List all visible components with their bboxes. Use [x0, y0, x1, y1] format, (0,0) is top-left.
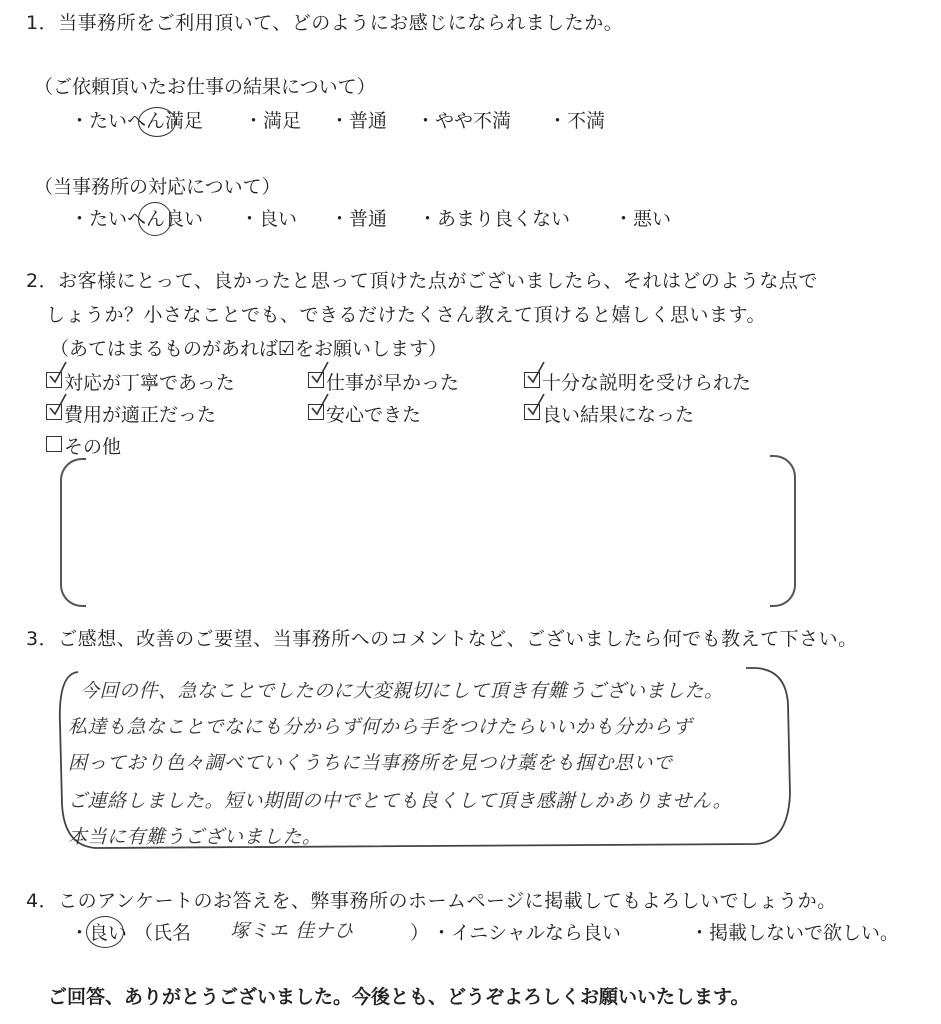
q1-result-option-2[interactable]: ・満足	[244, 110, 302, 132]
other-textarea[interactable]	[86, 462, 766, 598]
q2-title-line2: しょうか？小さなことでも、できるだけたくさん教えて頂けると嬉しく思います。	[46, 304, 766, 326]
checkbox-label: 費用が適正だった	[64, 404, 217, 426]
q2-instruction: （あてはまるものがあれば☑をお願いします）	[50, 338, 448, 360]
checkbox-polite-response[interactable]	[46, 368, 256, 398]
closing-message: ご回答、ありがとうございました。今後とも、どうぞよろしくお願いいたします。	[48, 986, 750, 1008]
q4-option-no[interactable]: ・掲載しないで欲しい。	[690, 922, 900, 944]
q1-result-heading: （ご依頼頂いたお仕事の結果について）	[34, 76, 376, 98]
q2-title-line1: 2．お客様にとって、良かったと思って頂けた点がございましたら、それはどのような点で	[26, 270, 818, 292]
comment-line-2: 私達も急なことでなにも分からず何から手をつけたらいいかも分からず	[68, 716, 693, 738]
checkbox-label: 仕事が早かった	[326, 372, 460, 394]
q4-title: 4．このアンケートのお答えを、弊事務所のホームページに掲載してもよろしいでしょうか。	[26, 890, 837, 912]
q1-response-option-4[interactable]: ・あまり良くない	[418, 208, 571, 230]
selection-circle-mark	[138, 107, 176, 137]
q4-name-close: ）	[410, 922, 430, 944]
comment-line-3: 困っており色々調べていくうちに当事務所を見つけ藁をも掴む思いで	[68, 752, 673, 774]
comment-line-1: 今回の件、急なことでしたのに大変親切にして頂き有難うございました。	[80, 680, 724, 702]
checkbox-label: 十分な説明を受けられた	[542, 372, 752, 394]
q4-name-value[interactable]: 塚ミエ 佳ナひ	[230, 920, 354, 942]
selection-circle-mark	[86, 916, 124, 948]
q1-result-option-3[interactable]: ・普通	[330, 110, 388, 132]
comment-line-5: 本当に有難うございました。	[68, 826, 322, 848]
q1-response-option-1[interactable]: ・たいへん良い	[70, 208, 204, 230]
checkbox-box[interactable]	[46, 436, 62, 452]
checkbox-label: その他	[64, 436, 122, 458]
q1-result-option-5[interactable]: ・不満	[548, 110, 606, 132]
q1-response-heading: （当事務所の対応について）	[34, 176, 281, 198]
q1-title: 1．当事務所をご利用頂いて、どのようにお感じになられましたか。	[26, 12, 624, 34]
q4-option-yes[interactable]: ・良い	[70, 922, 128, 944]
q1-result-option-4[interactable]: ・やや不満	[416, 110, 512, 132]
checkbox-label: 安心できた	[326, 404, 422, 426]
q3-title: 3．ご感想、改善のご要望、当事務所へのコメントなど、ございましたら何でも教えて下さい。	[26, 628, 858, 650]
comment-line-4: ご連絡しました。短い期間の中でとても良くして頂き感謝しかありません。	[68, 790, 733, 812]
q4-name-open: （氏名	[134, 922, 192, 944]
checkbox-fair-fee[interactable]	[46, 400, 256, 430]
selection-circle-mark	[138, 202, 172, 236]
q1-response-option-2[interactable]: ・良い	[240, 208, 298, 230]
checkbox-good-result[interactable]	[524, 400, 784, 430]
checkbox-sufficient-explanation[interactable]	[524, 368, 804, 398]
q1-result-option-1[interactable]: ・たいへん満足	[70, 110, 204, 132]
checkbox-label: 良い結果になった	[542, 404, 695, 426]
other-textarea-left-bracket	[60, 458, 86, 607]
q1-response-option-3[interactable]: ・普通	[330, 208, 388, 230]
checkbox-peace-of-mind[interactable]	[308, 400, 518, 430]
q4-option-initial[interactable]: ・イニシャルなら良い	[432, 922, 621, 944]
checkbox-label: 対応が丁寧であった	[64, 372, 235, 394]
q1-response-option-5[interactable]: ・悪い	[614, 208, 672, 230]
checkbox-fast-work[interactable]	[308, 368, 518, 398]
other-textarea-right-bracket	[770, 455, 796, 607]
